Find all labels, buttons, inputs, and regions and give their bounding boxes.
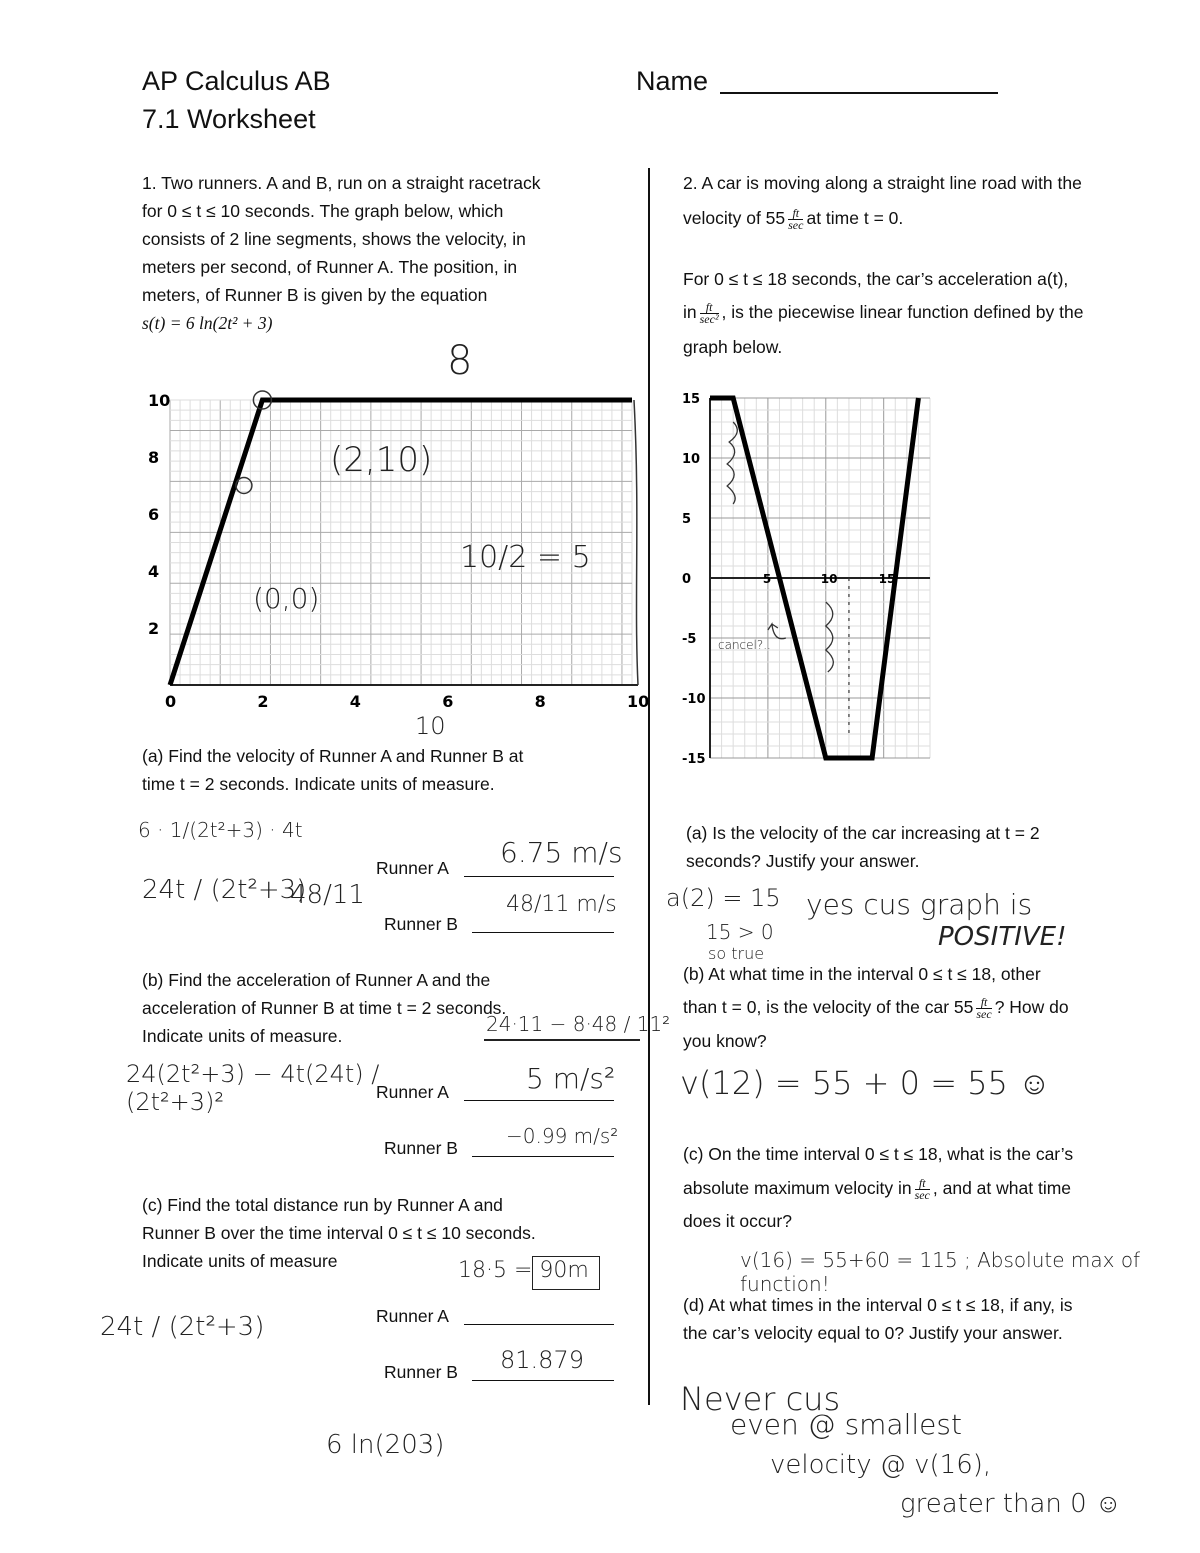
handwritten-answer: 5 m/s² bbox=[526, 1062, 616, 1095]
handwritten-answer: 48/11 m/s bbox=[506, 892, 617, 917]
runner-a-answer-field[interactable] bbox=[464, 1100, 614, 1101]
runner-b-label: Runner B bbox=[384, 1362, 458, 1382]
handwritten-answer: even @ smallest bbox=[730, 1408, 962, 1441]
q2c-line1: (c) On the time interval 0 ≤ t ≤ 18, what is the car’s bbox=[683, 1144, 1074, 1164]
handwritten-note: 10 bbox=[415, 712, 446, 740]
q2c-line2 bbox=[683, 1174, 1071, 1202]
handwritten-answer: yes cus graph is bbox=[806, 888, 1033, 921]
x-tick-label: 10 bbox=[627, 692, 650, 711]
y-tick-label: -15 bbox=[682, 752, 706, 767]
runner-a-answer-field[interactable] bbox=[464, 1324, 614, 1325]
q1a-line: (a) Find the velocity of Runner A and Runner B at bbox=[142, 746, 524, 766]
name-field[interactable] bbox=[720, 92, 998, 94]
q2b-line2 bbox=[683, 993, 1069, 1021]
handwritten-work: v(12) = 55 + 0 = 55 ☺ bbox=[680, 1064, 1051, 1102]
q2-p2-line2 bbox=[683, 298, 1083, 326]
y-tick-label: 5 bbox=[682, 512, 692, 527]
q2-p2-line1: For 0 ≤ t ≤ 18 seconds, the car’s acceleration a(t), bbox=[683, 269, 1069, 289]
handwritten-box bbox=[532, 1256, 600, 1290]
handwritten-fraction-bar bbox=[484, 1039, 640, 1041]
handwritten-note: (2,10) bbox=[330, 440, 433, 480]
y-tick-label: -10 bbox=[682, 692, 706, 707]
q2d-prompt bbox=[683, 1291, 1072, 1347]
course-title: AP Calculus AB bbox=[142, 66, 331, 96]
handwritten-answer: Never cus bbox=[680, 1380, 841, 1418]
handwritten-work: 6 ln(203) bbox=[326, 1430, 445, 1460]
y-tick-label: 8 bbox=[148, 448, 160, 467]
y-tick-label: 10 bbox=[148, 391, 171, 410]
q1b-line: Indicate units of measure. bbox=[142, 1026, 343, 1046]
handwritten-work: 18·5 = 90m bbox=[458, 1258, 589, 1283]
x-tick-label: 10 bbox=[820, 572, 838, 586]
q1-equation: s(t) = 6 ln(2t² + 3) bbox=[142, 313, 273, 333]
q2c-line3: does it occur? bbox=[683, 1211, 792, 1231]
y-tick-label: 2 bbox=[148, 619, 160, 638]
x-tick-label: 15 bbox=[878, 572, 896, 586]
handwritten-work: 24·11 − 8·48 / 11² bbox=[486, 1012, 671, 1036]
worksheet-title: 7.1 Worksheet bbox=[142, 104, 316, 134]
runner-b-label: Runner B bbox=[384, 1138, 458, 1158]
runner-b-answer-field[interactable] bbox=[472, 1380, 614, 1381]
handwritten-work: v(16) = 55+60 = 115 ; Absolute max of function! bbox=[740, 1248, 1141, 1296]
unit-fraction bbox=[914, 1175, 930, 1202]
q2-text: ? How do bbox=[994, 997, 1069, 1017]
handwritten-note: 10/2 = 5 bbox=[460, 540, 591, 575]
runner-b-answer-field[interactable] bbox=[472, 1156, 614, 1157]
runner-b-label: Runner B bbox=[384, 914, 458, 934]
unit-fraction bbox=[788, 205, 804, 232]
handwritten-work: 24t / (2t²+3) bbox=[100, 1312, 265, 1342]
handwritten-note: 8 bbox=[447, 338, 473, 384]
unit-fraction bbox=[976, 994, 992, 1021]
runner-a-label: Runner A bbox=[376, 1306, 449, 1326]
unit-num: ft bbox=[700, 302, 719, 314]
q2-text: absolute maximum velocity in bbox=[683, 1178, 912, 1198]
q1c-line: Indicate units of measure bbox=[142, 1251, 338, 1271]
runner-a-label: Runner A bbox=[376, 858, 449, 878]
handwritten-line bbox=[634, 400, 638, 685]
handwritten-work: a(2) = 15 bbox=[666, 884, 781, 912]
q2-text: , and at what time bbox=[932, 1178, 1072, 1198]
q1-line: meters per second, of Runner A. The position, in bbox=[142, 257, 518, 277]
q1c-line: Runner B over the time interval 0 ≤ t ≤ 10 seconds. bbox=[142, 1223, 536, 1243]
q2-p2-line3: graph below. bbox=[683, 337, 783, 357]
y-tick-label: 4 bbox=[148, 562, 160, 581]
q1a-line: time t = 2 seconds. Indicate units of measure. bbox=[142, 774, 495, 794]
runner-a-answer-field[interactable] bbox=[464, 876, 614, 877]
x-tick-label: 6 bbox=[442, 692, 454, 711]
q2-line2 bbox=[683, 204, 903, 232]
handwritten-note: cancel?.. bbox=[718, 638, 771, 652]
q2-line1: 2. A car is moving along a straight line road with the bbox=[683, 173, 1082, 193]
x-tick-label: 5 bbox=[762, 572, 772, 586]
name-label: Name bbox=[636, 66, 709, 96]
y-tick-label: 0 bbox=[682, 572, 692, 587]
y-tick-label: 6 bbox=[148, 505, 160, 524]
q2a-prompt bbox=[686, 819, 1040, 875]
q2-text: than t = 0, is the velocity of the car 55 bbox=[683, 997, 974, 1017]
handwritten-work: 24(2t²+3) − 4t(24t) / (2t²+3)² bbox=[126, 1060, 380, 1116]
q1-line: 1. Two runners. A and B, run on a straight racetrack bbox=[142, 173, 541, 193]
x-tick-label: 2 bbox=[257, 692, 269, 711]
q2d-line: the car’s velocity equal to 0? Justify your answer. bbox=[683, 1323, 1063, 1343]
q2-acceleration-graph bbox=[680, 388, 940, 768]
y-tick-label: -5 bbox=[682, 632, 697, 647]
q1-line: meters, of Runner B is given by the equation bbox=[142, 285, 488, 305]
x-tick-label: 4 bbox=[349, 692, 361, 711]
q1b-line: (b) Find the acceleration of Runner A and the bbox=[142, 970, 491, 990]
unit-den: sec bbox=[914, 1187, 930, 1202]
handwritten-answer: velocity @ v(16), bbox=[770, 1450, 992, 1480]
handwritten-work: so true bbox=[708, 944, 765, 963]
handwritten-answer: POSITIVE! bbox=[938, 922, 1067, 952]
unit-num: ft bbox=[915, 1178, 930, 1190]
handwritten-circle bbox=[236, 478, 252, 494]
q2-text: at time t = 0. bbox=[806, 208, 904, 228]
handwritten-work: 48/11 bbox=[290, 880, 365, 910]
runner-b-answer-field[interactable] bbox=[472, 932, 614, 933]
q2-text: in bbox=[683, 302, 697, 322]
handwritten-work: 24t / (2t²+3) bbox=[142, 875, 307, 905]
y-tick-label: 15 bbox=[682, 392, 701, 407]
q2a-line: seconds? Justify your answer. bbox=[686, 851, 920, 871]
handwritten-work: 6 · 1/(2t²+3) · 4t bbox=[138, 818, 303, 842]
unit-fraction bbox=[699, 299, 719, 326]
handwritten-work: 15 > 0 bbox=[706, 920, 774, 944]
unit-num: ft bbox=[976, 997, 991, 1009]
q2b-line3: you know? bbox=[683, 1031, 767, 1051]
unit-num: ft bbox=[788, 208, 803, 220]
q1a-prompt bbox=[142, 742, 523, 798]
q2b-line1: (b) At what time in the interval 0 ≤ t ≤ 18, other bbox=[683, 964, 1041, 984]
q2a-line: (a) Is the velocity of the car increasing at t = 2 bbox=[686, 823, 1040, 843]
handwritten-answer: greater than 0 ☺ bbox=[900, 1489, 1122, 1519]
x-tick-label: 0 bbox=[165, 692, 177, 711]
column-divider bbox=[648, 168, 650, 1405]
q2-text: velocity of 55 bbox=[683, 208, 786, 228]
handwritten-answer: −0.99 m/s² bbox=[506, 1124, 619, 1148]
runner-a-label: Runner A bbox=[376, 1082, 449, 1102]
unit-den: sec bbox=[788, 217, 804, 232]
handwritten-answer: 6.75 m/s bbox=[500, 836, 623, 869]
x-tick-label: 8 bbox=[534, 692, 546, 711]
handwritten-answer: 81.879 bbox=[500, 1346, 584, 1374]
y-tick-label: 10 bbox=[682, 452, 701, 467]
unit-den: sec² bbox=[699, 311, 719, 326]
handwritten-note: (0,0) bbox=[253, 582, 320, 615]
q1b-prompt bbox=[142, 966, 506, 1050]
unit-den: sec bbox=[976, 1006, 992, 1021]
q1-line: for 0 ≤ t ≤ 10 seconds. The graph below, which bbox=[142, 201, 504, 221]
q1c-line: (c) Find the total distance run by Runner A and bbox=[142, 1195, 503, 1215]
q2d-line: (d) At what times in the interval 0 ≤ t ≤ 18, if any, is bbox=[683, 1295, 1073, 1315]
q2-text: , is the piecewise linear function defined by the bbox=[721, 302, 1084, 322]
q1-prompt bbox=[142, 169, 632, 337]
q1b-line: acceleration of Runner B at time t = 2 seconds. bbox=[142, 998, 507, 1018]
q1-line: consists of 2 line segments, shows the velocity, in bbox=[142, 229, 526, 249]
